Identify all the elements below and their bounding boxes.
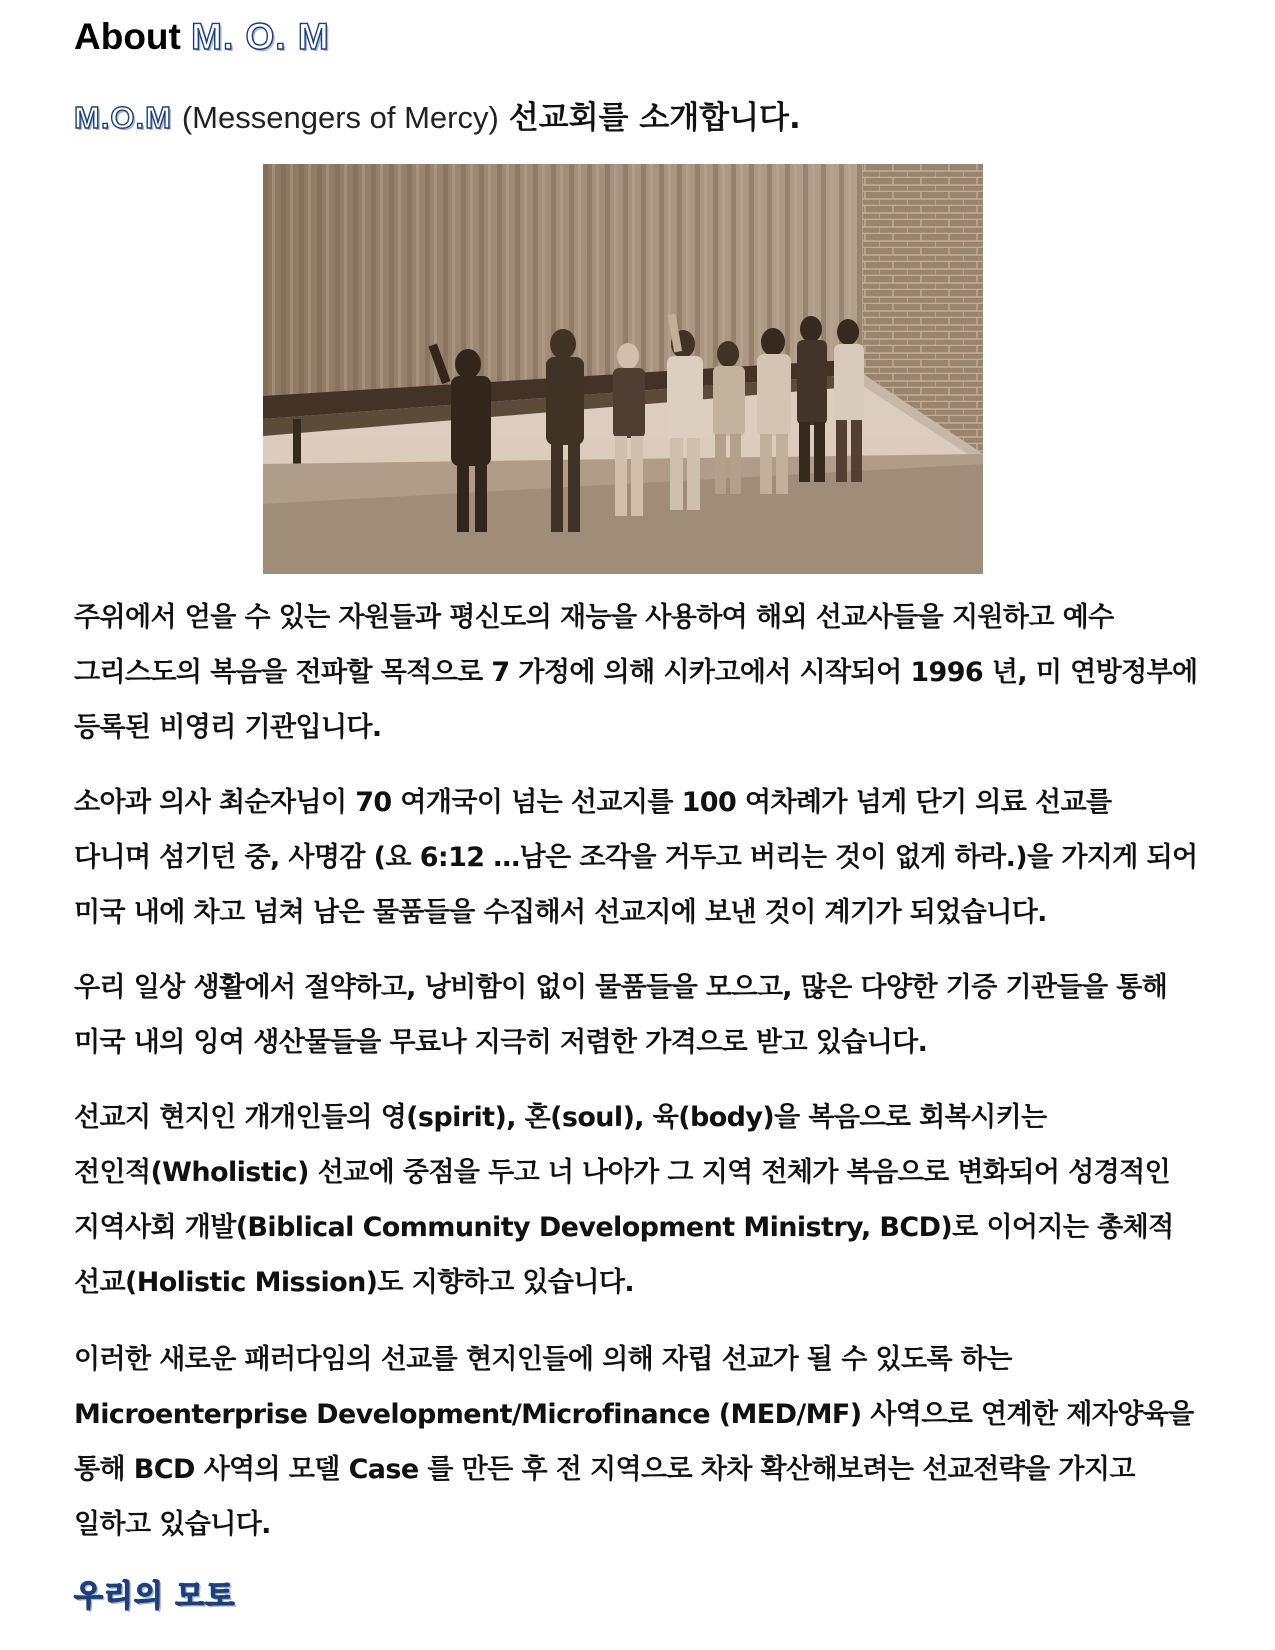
motto-heading: 우리의 모토 bbox=[74, 1579, 236, 1614]
paragraph-line: 미국 내에 차고 넘쳐 남은 물품들을 수집해서 선교지에 보낸 것이 계기가 되었습니다. bbox=[74, 897, 1047, 928]
paragraph-line: 선교(Holistic Mission)도 지향하고 있습니다. bbox=[74, 1267, 635, 1298]
title-org-name: M. O. M bbox=[191, 16, 330, 57]
paragraph-line: 일하고 있습니다. bbox=[74, 1509, 271, 1540]
intro-tagline: 선교회를 소개합니다. bbox=[508, 100, 801, 136]
paragraph-line: 그리스도의 복음을 전파할 목적으로 7 가정에 의해 시카고에서 시작되어 1996 년, 미 연방정부에 bbox=[74, 657, 1198, 688]
paragraph-2 bbox=[74, 775, 1204, 940]
paragraph-line: 통해 BCD 사역의 모델 Case 를 만든 후 전 지역으로 차차 확산해보려는 선교전략을 가지고 bbox=[74, 1454, 1135, 1485]
title-about-prefix: About bbox=[74, 16, 181, 57]
paragraph-5 bbox=[74, 1332, 1204, 1552]
paragraph-line: 이러한 새로운 패러다임의 선교를 현지인들에 의해 자립 선교가 될 수 있도록 하는 bbox=[74, 1344, 1012, 1375]
org-expansion: (Messengers of Mercy) bbox=[181, 100, 499, 135]
paragraph-1 bbox=[74, 590, 1204, 755]
page-title bbox=[74, 16, 330, 58]
paragraph-line: 소아과 의사 최순자님이 70 여개국이 넘는 선교지를 100 여차례가 넘게 단기 의료 선교를 bbox=[74, 787, 1112, 818]
group-praying-photo bbox=[263, 164, 983, 574]
paragraph-4 bbox=[74, 1090, 1204, 1310]
paragraph-line: 전인적(Wholistic) 선교에 중점을 두고 너 나아가 그 지역 전체가 복음으로 변화되어 성경적인 bbox=[74, 1157, 1171, 1188]
intro-subtitle bbox=[74, 92, 801, 137]
paragraph-line: 미국 내의 잉여 생산물들을 무료나 지극히 저렴한 가격으로 받고 있습니다. bbox=[74, 1027, 928, 1058]
paragraph-line: 다니며 섬기던 중, 사명감 (요 6:12 …남은 조각을 거두고 버리는 것이 없게 하라.)을 가지게 되어 bbox=[74, 842, 1198, 873]
paragraph-line: 우리 일상 생활에서 절약하고, 낭비함이 없이 물품들을 모으고, 많은 다양한 기증 기관들을 통해 bbox=[74, 972, 1168, 1003]
org-acronym: M.O.M bbox=[74, 100, 172, 135]
paragraph-line: 주위에서 얻을 수 있는 자원들과 평신도의 재능을 사용하여 해외 선교사들을 지원하고 예수 bbox=[74, 602, 1114, 633]
paragraph-line: 지역사회 개발(Biblical Community Development Ministry, BCD)로 이어지는 총체적 bbox=[74, 1212, 1174, 1243]
paragraph-3 bbox=[74, 960, 1204, 1070]
paragraph-line: 선교지 현지인 개개인들의 영(spirit), 혼(soul), 육(body)을 복음으로 회복시키는 bbox=[74, 1102, 1047, 1133]
paragraph-line: 등록된 비영리 기관입니다. bbox=[74, 712, 382, 743]
paragraph-line: Microenterprise Development/Microfinance (MED/MF) 사역으로 연계한 제자양육을 bbox=[74, 1399, 1194, 1430]
